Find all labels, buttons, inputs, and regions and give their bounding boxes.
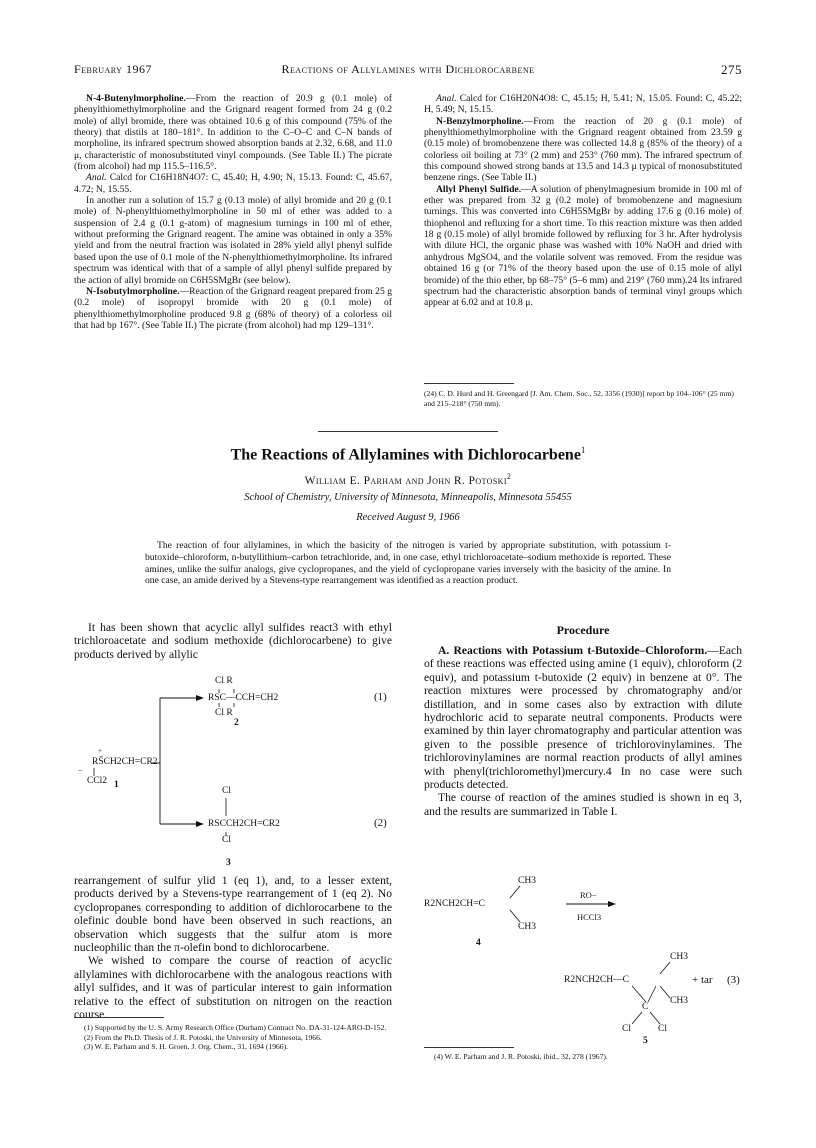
paragraph-butenylmorpholine	[74, 93, 392, 172]
procedure-section-a	[424, 644, 742, 818]
footnote-rule	[424, 1047, 514, 1048]
paragraph-text: Calcd for C16H20N4O8: C, 45.15; H, 5.41; N, 15.05. Found: C, 45.22; H, 5.49; N, 15.15.	[424, 93, 742, 116]
footnote-24: (24) C. D. Hurd and H. Greengard [J. Am. Chem. Soc., 52, 3356 (1930)] report bp 104–106° (25 mm) and 215–218° (750 mm).	[424, 389, 734, 408]
compound-heading: Allyl Phenyl Sulfide.	[436, 183, 522, 195]
paragraph-analysis	[74, 172, 392, 195]
intro-paragraph-continued	[74, 874, 392, 1021]
reactant-ch3-top: CH3	[518, 876, 536, 886]
intro-text: It has been shown that acyclic allyl sulfides react3 with ethyl trichloroacetate and sodium methoxide (dichlorocarbene) to give products derived by allylic	[74, 621, 392, 661]
footnote-rule	[74, 1017, 164, 1018]
article-received-date: Received August 9, 1966	[356, 512, 460, 523]
compound-heading: N-Isobutylmorpholine.	[86, 285, 180, 297]
carbanion-charge: −	[78, 766, 83, 775]
paragraph-text: Calcd for C16H18N4O7: C, 45.40; H, 4.90; N, 15.13. Found: C, 45.67, 4.72; N, 15.55.	[74, 172, 392, 195]
product-ch3-top: CH3	[670, 952, 688, 962]
paragraph-another-run	[74, 195, 392, 286]
product-3-formula: RSCCH2CH=CR2	[208, 819, 280, 829]
footnote-4: (4) W. E. Parham and J. R. Potoski, ibid., 32, 278 (1967).	[434, 1052, 608, 1061]
paragraph-analysis	[424, 93, 742, 116]
compound-heading: N-4-Butenylmorpholine.	[86, 93, 186, 104]
compound-label-5: 5	[643, 1036, 648, 1046]
product-ch3-bottom: CH3	[670, 996, 688, 1006]
paragraph-text: In another run a solution of 15.7 g (0.13 mole) of allyl bromide and 20 g (0.1 mole) of N-phenylthiomethylmorpholine in 50 ml of ether was added to a suspension of 2.4 g (0.1 g-atom) of magnesium turnings in 100 ml of ether, without preforming the Grignard reagent. The amine was obtained in only a 35% yield and from the neutral fraction was isolated in 28% yield allyl phenyl sulfide based upon the use of 0.1 mole of the N-phenylthiomethylmorpholine. Its infrared spectrum was identical with that of a sample of allyl phenyl sulfide prepared by the action of allyl bromide on C6H5SMgBr (see below).	[74, 195, 392, 286]
product-3-cl-bottom: Cl	[222, 835, 231, 845]
authors-text: William E. Parham and John R. Potoski	[304, 474, 507, 487]
article-affiliation: School of Chemistry, University of Minnesota, Minneapolis, Minnesota 55455	[244, 492, 572, 503]
procedure-paragraph	[424, 644, 742, 791]
paragraph-text: —From the reaction of 20 g (0.1 mole) of phenylthiomethylmorpholine with the Grignard reagent obtained from 23.59 g (0.15 mole) of bromobenzene there was collected 14.8 g (85% of the theory) of a colorless oil boiling at 73° (2 mm) and 253° (760 mm). The infrared spectrum of this compound showed strong bands at 13.5 and 14.3 μ typical of monosubstituted benzene rings. (See Table II.)	[424, 115, 742, 184]
product-cl-right: Cl	[658, 1024, 667, 1034]
footnote-3: (3) W. E. Parham and S. H. Groen, J. Org. Chem., 31, 1694 (1966).	[84, 1042, 289, 1051]
analysis-label: Anal.	[86, 172, 107, 184]
product-2-substituents-top: Cl R	[215, 676, 233, 686]
footnote-1: (1) Supported by the U. S. Army Research Office (Durham) Contract No. DA-31-124-ARO-D-152.	[84, 1023, 387, 1032]
product-2-substituents-bottom: Cl R	[215, 708, 233, 718]
article-title	[0, 445, 816, 464]
running-head	[74, 62, 742, 80]
paragraph-isobutylmorpholine	[74, 286, 392, 331]
running-head-date: February 1967	[74, 62, 152, 76]
article-separator	[318, 431, 498, 432]
equation-number-1: (1)	[374, 691, 387, 703]
plus-tar: + tar	[692, 974, 713, 986]
product-2-formula: RSC—CCH=CH2	[208, 693, 279, 703]
experimental-right-column	[424, 93, 742, 309]
ylid-formula: RS̄CH2CH=CR2	[92, 757, 158, 767]
reactant-formula: R2NCH2CH=C	[424, 899, 485, 909]
title-footnote-mark: 1	[580, 445, 586, 455]
article-title-text: The Reactions of Allylamines with Dichlorocarbene	[230, 446, 581, 464]
compound-label-1: 1	[114, 780, 119, 790]
intro-paragraph-start	[74, 621, 392, 661]
section-heading: A. Reactions with Potassium t-Butoxide–Chloroform.	[438, 644, 708, 657]
compound-label-4: 4	[476, 938, 481, 948]
procedure-paragraph-2: The course of reaction of the amines studied is shown in eq 3, and the results are summarized in Table I.	[424, 791, 742, 818]
article-authors	[0, 472, 816, 487]
scheme-eq-3	[424, 876, 754, 1046]
product-3-cl-top: Cl	[222, 786, 231, 796]
reactant-ch3-bottom: CH3	[518, 922, 536, 932]
footnotes-left	[74, 1023, 392, 1052]
compound-heading: N-Benzylmorpholine.	[436, 115, 524, 127]
paragraph-text: —A solution of phenylmagnesium bromide in 100 ml of ether was prepared from 32 g (0.2 mole) of bromobenzene and magnesium turnings. This was converted into C6H5SMgBr by adding 17.6 g (0.16 mole) of thiophenol and refluxing for a short time. To this reaction mixture was then added 18 g (0.15 mole) of allyl bromide followed by refluxing for 3 hr. After hydrolysis with dilute HCl, the organic phase was washed with 10% NaOH and dried with anhydrous MgSO4, and the volatile solvent was removed. From the residue was obtained 16 g (or 71% of the theory based upon the use of 0.15 mole of allyl bromide) of the thio ether, bp 68–75° (5–6 mm) and 219° (760 mm).24 Its infrared spectrum had the characteristic absorption bands of terminal vinyl groups which appear at 6.02 and at 10.8 μ.	[424, 183, 742, 309]
paragraph-allyl-phenyl-sulfide	[424, 184, 742, 309]
analysis-label: Anal.	[436, 93, 457, 104]
paragraph-text: —Reaction of the Grignard reagent prepared from 25 g (0.2 mole) of isopropyl bromide with 20 g (0.1 mole) of phenylthiomethylmorpholine produced 9.8 g (68% of theory) of a colorless oil that had bp 167°. (See Table II.) The picrate (from alcohol) had mp 129–131°.	[74, 285, 392, 331]
intro-text: We wished to compare the course of reaction of acyclic allylamines with dichlorocarbene with the analogous reactions with allyl sulfides, and it was of particular interest to gain information relative to the effect of substitution on nitrogen on the reaction course.	[74, 954, 392, 1022]
ylid-ccl2: CCl2	[87, 776, 108, 786]
reagent-chloroform: HCCl3	[577, 912, 602, 922]
footnote-2: (2) From the Ph.D. Thesis of J. R. Potoski, the University of Minnesota, 1966.	[84, 1032, 322, 1042]
article-abstract: The reaction of four allylamines, in which the basicity of the nitrogen is varied by appropriate substitution, with potassium t-butoxide–chloroform, n-butyllithium–carbon tetrachloride, and, in one case, ethyl trichloroacetate–sodium methoxide is reported. These amines, unlike the sulfur analogs, give cyclopropanes, and the yield of cyclopropane varies inversely with the basicity of the amine. In one case, an amide derived by a Stevens-type rearrangement was identified as a reaction product.	[145, 540, 671, 587]
page-number: 275	[721, 62, 742, 77]
procedure-text: —Each of these reactions was effected using amine (1 equiv), chloroform (2 equiv), and potassium t-butoxide (2 equiv) in benzene at 0°. The reaction mixtures were processed by chromatography and/or distillation, and in some cases also by extraction with dilute hydrochloric acid to separate neutral components. Products were examined by thin layer chromatography and particular attention was given to the possible presence of trichlorovinylamines. The trichlorovinylamines are normal reaction products of allyl amines with phenyl(trichloromethyl)mercury.4 In no case were such products detected.	[424, 644, 742, 792]
paragraph-benzylmorpholine	[424, 116, 742, 184]
intro-text: rearrangement of sulfur ylid 1 (eq 1), and, to a lesser extent, products derived by a Stevens-type rearrangement of 1 (eq 2). No cyclopropanes corresponding to addition of dichlorocarbene to the olefinic double bond have been observed in such reactions, an observation which suggests that the sulfur atom is more nucleophilic than the π-olefin bond to dichlorocarbene.	[74, 874, 392, 955]
footnote-rule	[424, 383, 514, 384]
procedure-heading: Procedure	[556, 623, 610, 637]
equation-number-2: (2)	[374, 817, 387, 829]
scheme-eq-1-2	[74, 676, 404, 845]
sulfonium-charge: +	[98, 747, 102, 755]
product-formula: R2NCH2CH—C	[564, 975, 629, 985]
reagent-base: RO−	[580, 890, 597, 900]
running-head-title: Reactions of Allylamines with Dichlorocarbene	[281, 62, 535, 76]
paragraph-text: —From the reaction of 20.9 g (0.1 mole) of phenylthiomethylmorpholine and the Grignard reagent formed from 24 g (0.2 mole) of allyl bromide, there was obtained 10.6 g of this compound (75% of the theory) that distils at 180–181°. In addition to the C–O–C and C–N bands of morpholine, its infrared spectrum showed absorption bands at 2.32, 6.68, and 11.0 μ, characteristic of monosubstituted vinyl compounds. (See Table II.) The picrate (from alcohol) had mp 115.5–116.5°.	[74, 93, 392, 173]
product-cl-left: Cl	[622, 1024, 631, 1034]
authors-footnote-mark: 2	[506, 472, 512, 481]
compound-label-2: 2	[234, 718, 239, 728]
experimental-left-column	[74, 93, 392, 331]
cyclopropane-carbon: C	[642, 1002, 649, 1012]
equation-number-3: (3)	[727, 974, 740, 986]
compound-label-3: 3	[226, 858, 231, 868]
